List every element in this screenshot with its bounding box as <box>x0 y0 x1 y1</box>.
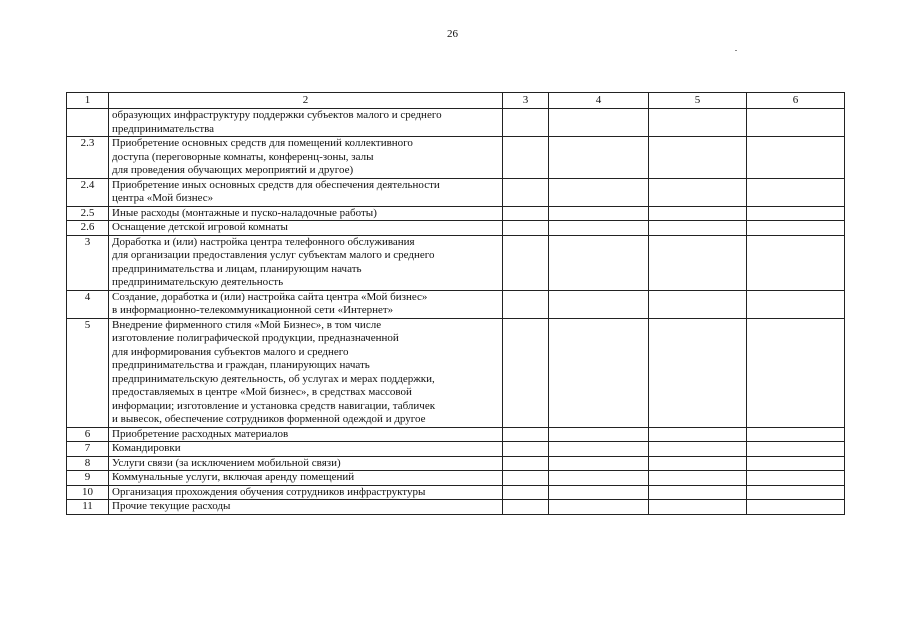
empty-cell-col-3 <box>503 442 549 457</box>
table-header <box>67 93 845 109</box>
description-line: Приобретение основных средств для помещений коллективного <box>112 137 413 149</box>
description-line: изготовление полиграфической продукции, предназначенной <box>112 332 399 344</box>
row-number: 2.6 <box>67 221 109 236</box>
empty-cell-col-3 <box>503 221 549 236</box>
empty-cell-col-5 <box>649 471 747 486</box>
empty-cell-col-6 <box>747 206 845 221</box>
row-number: 2.5 <box>67 206 109 221</box>
table-body <box>67 109 845 515</box>
empty-cell-col-3 <box>503 137 549 179</box>
row-number: 4 <box>67 290 109 318</box>
description-line: для информирования субъектов малого и среднего <box>112 345 349 358</box>
empty-cell-col-6 <box>747 137 845 179</box>
empty-cell-col-5 <box>649 290 747 318</box>
empty-cell-col-4 <box>549 500 649 515</box>
row-description <box>109 221 503 236</box>
row-number: 2.4 <box>67 178 109 206</box>
empty-cell-col-6 <box>747 109 845 137</box>
description-line: центра «Мой бизнес» <box>112 192 214 204</box>
row-description <box>109 109 503 137</box>
row-description <box>109 235 503 290</box>
description-line: в информационно-телекоммуникационной сети «Интернет» <box>112 304 394 316</box>
empty-cell-col-4 <box>549 290 649 318</box>
row-description <box>109 442 503 457</box>
description-line: Приобретение расходных материалов <box>112 427 289 440</box>
empty-cell-col-4 <box>549 235 649 290</box>
empty-cell-col-3 <box>503 318 549 427</box>
description-line: Организация прохождения обучения сотрудников инфраструктуры <box>112 485 426 498</box>
row-description <box>109 178 503 206</box>
empty-cell-col-6 <box>747 485 845 500</box>
empty-cell-col-4 <box>549 221 649 236</box>
empty-cell-col-4 <box>549 456 649 471</box>
row-description <box>109 471 503 486</box>
expenses-table <box>66 92 845 515</box>
empty-cell-col-6 <box>747 290 845 318</box>
table-row <box>67 318 845 427</box>
row-description <box>109 427 503 442</box>
empty-cell-col-3 <box>503 235 549 290</box>
table-row <box>67 206 845 221</box>
description-line: Коммунальные услуги, включая аренду помещений <box>112 471 355 483</box>
description-line: для организации предоставления услуг субъектам малого и среднего <box>112 249 435 261</box>
row-number: 2.3 <box>67 137 109 179</box>
page-number: 26 <box>447 28 458 40</box>
row-number: 8 <box>67 456 109 471</box>
empty-cell-col-3 <box>503 471 549 486</box>
description-line: для проведения обучающих мероприятий и другое) <box>112 164 354 176</box>
empty-cell-col-5 <box>649 485 747 500</box>
empty-cell-col-6 <box>747 235 845 290</box>
row-description <box>109 318 503 427</box>
row-number <box>67 109 109 137</box>
description-line: Оснащение детской игровой комнаты <box>112 221 288 233</box>
description-line: информации; изготовление и установка средств навигации, табличек <box>112 399 436 412</box>
empty-cell-col-6 <box>747 318 845 427</box>
scan-speck <box>735 50 737 51</box>
description-line: предпринимательскую деятельность, об услугах и мерах поддержки, <box>112 372 435 385</box>
table-row <box>67 471 845 486</box>
table-row <box>67 442 845 457</box>
empty-cell-col-6 <box>747 471 845 486</box>
empty-cell-col-4 <box>549 109 649 137</box>
empty-cell-col-5 <box>649 456 747 471</box>
empty-cell-col-5 <box>649 427 747 442</box>
description-line: Услуги связи (за исключением мобильной связи) <box>112 456 341 469</box>
row-description <box>109 485 503 500</box>
description-line: предпринимательства и граждан, планирующих начать <box>112 359 370 371</box>
header-col-2: 2 <box>109 93 503 109</box>
description-line: предпринимательства <box>112 122 215 135</box>
empty-cell-col-3 <box>503 427 549 442</box>
description-line: Прочие текущие расходы <box>112 500 231 512</box>
empty-cell-col-4 <box>549 178 649 206</box>
table-row <box>67 235 845 290</box>
empty-cell-col-4 <box>549 206 649 221</box>
table-row <box>67 456 845 471</box>
empty-cell-col-6 <box>747 442 845 457</box>
row-number: 6 <box>67 427 109 442</box>
empty-cell-col-4 <box>549 485 649 500</box>
empty-cell-col-3 <box>503 178 549 206</box>
row-number: 9 <box>67 471 109 486</box>
description-line: предпринимательскую деятельность <box>112 276 284 288</box>
description-line: предпринимательства и лицам, планирующим начать <box>112 262 362 275</box>
empty-cell-col-6 <box>747 178 845 206</box>
description-line: Приобретение иных основных средств для обеспечения деятельности <box>112 178 440 191</box>
table-row <box>67 427 845 442</box>
empty-cell-col-5 <box>649 442 747 457</box>
empty-cell-col-3 <box>503 290 549 318</box>
description-line: предоставляемых в центре «Мой бизнес», в средствах массовой <box>112 386 412 398</box>
empty-cell-col-4 <box>549 471 649 486</box>
empty-cell-col-5 <box>649 137 747 179</box>
empty-cell-col-5 <box>649 318 747 427</box>
description-line: Доработка и (или) настройка центра телефонного обслуживания <box>112 235 415 248</box>
empty-cell-col-3 <box>503 485 549 500</box>
header-col-6: 6 <box>747 93 845 109</box>
empty-cell-col-3 <box>503 206 549 221</box>
empty-cell-col-5 <box>649 221 747 236</box>
table-row <box>67 137 845 179</box>
row-description <box>109 137 503 179</box>
empty-cell-col-4 <box>549 427 649 442</box>
description-line: Создание, доработка и (или) настройка сайта центра «Мой бизнес» <box>112 290 428 303</box>
row-number: 5 <box>67 318 109 427</box>
empty-cell-col-5 <box>649 500 747 515</box>
table-row <box>67 290 845 318</box>
header-col-4: 4 <box>549 93 649 109</box>
header-col-3: 3 <box>503 93 549 109</box>
description-line: и вывесок, обеспечение сотрудников форменной одеждой и другое <box>112 413 426 425</box>
description-line: доступа (переговорные комнаты, конференц-зоны, залы <box>112 150 374 163</box>
empty-cell-col-4 <box>549 137 649 179</box>
empty-cell-col-5 <box>649 206 747 221</box>
row-description <box>109 290 503 318</box>
description-line: образующих инфраструктуру поддержки субъектов малого и среднего <box>112 109 442 121</box>
description-line: Командировки <box>112 442 181 454</box>
table-row <box>67 485 845 500</box>
header-col-1: 1 <box>67 93 109 109</box>
row-description <box>109 456 503 471</box>
row-number: 7 <box>67 442 109 457</box>
table-row <box>67 178 845 206</box>
row-description <box>109 206 503 221</box>
table-row <box>67 221 845 236</box>
empty-cell-col-6 <box>747 221 845 236</box>
empty-cell-col-6 <box>747 427 845 442</box>
row-description <box>109 500 503 515</box>
empty-cell-col-5 <box>649 109 747 137</box>
description-line: Внедрение фирменного стиля «Мой Бизнес», в том числе <box>112 318 382 331</box>
empty-cell-col-3 <box>503 456 549 471</box>
row-number: 11 <box>67 500 109 515</box>
empty-cell-col-4 <box>549 318 649 427</box>
row-number: 3 <box>67 235 109 290</box>
empty-cell-col-5 <box>649 235 747 290</box>
row-number: 10 <box>67 485 109 500</box>
empty-cell-col-6 <box>747 456 845 471</box>
header-row <box>67 93 845 109</box>
empty-cell-col-5 <box>649 178 747 206</box>
empty-cell-col-3 <box>503 500 549 515</box>
empty-cell-col-6 <box>747 500 845 515</box>
table-row <box>67 109 845 137</box>
description-line: Иные расходы (монтажные и пуско-наладочные работы) <box>112 206 377 219</box>
empty-cell-col-3 <box>503 109 549 137</box>
empty-cell-col-4 <box>549 442 649 457</box>
table-row <box>67 500 845 515</box>
header-col-5: 5 <box>649 93 747 109</box>
